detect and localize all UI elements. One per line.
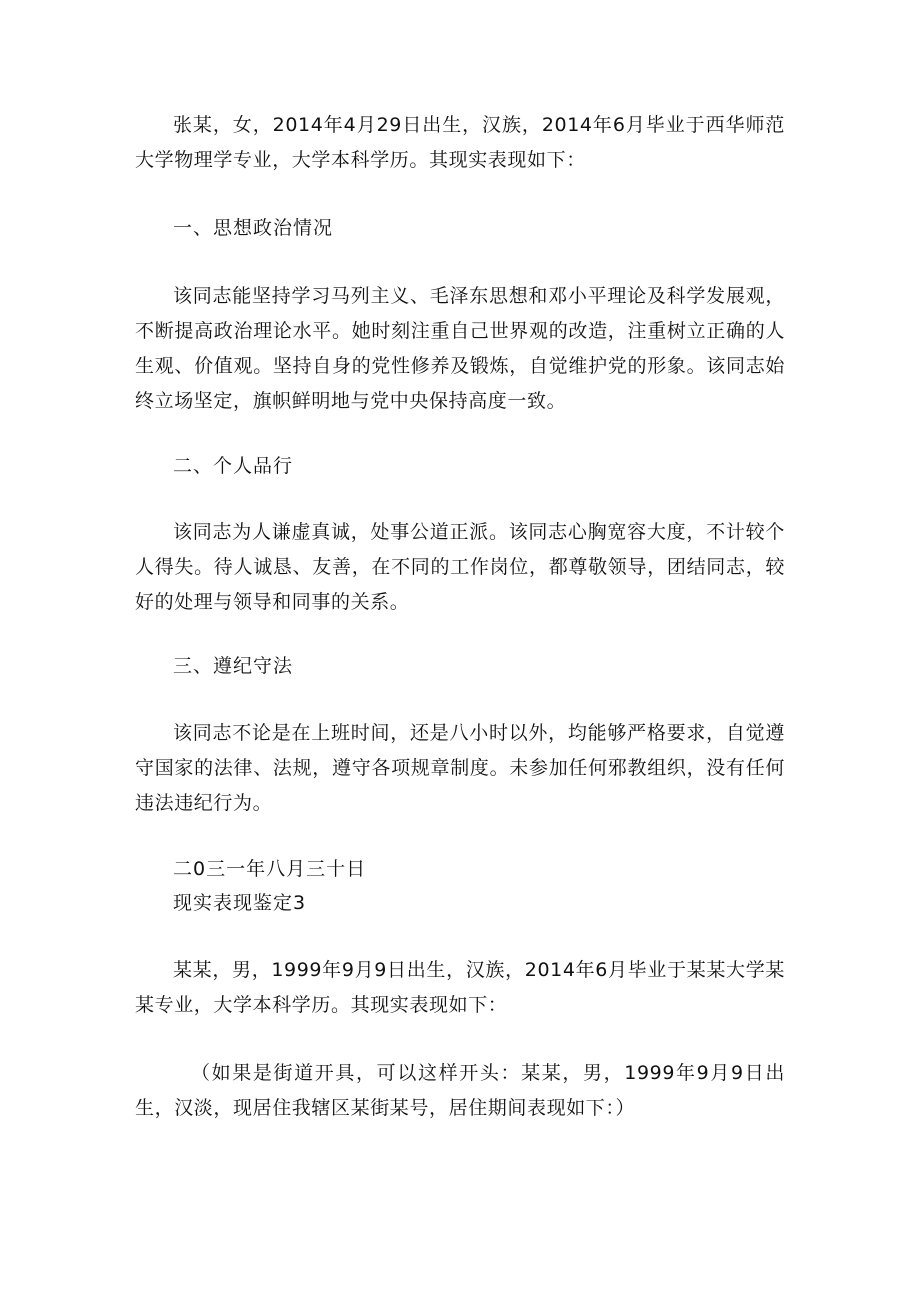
section-body-conduct: 该同志为人谦虚真诚，处事公道正派。该同志心胸宽容大度，不计较个人得失。待人诚恳、友善，在不同的工作岗位，都尊敬领导，团结同志，较好的处理与领导和同事的关系。: [135, 521, 785, 613]
intro-paragraph-2: 某某，男，1999年9月9日出生，汉族，2014年6月毕业于某某大学某某专业，大学本科学历。其现实表现如下：: [135, 959, 785, 1016]
section-heading-conduct: 二、个人品行: [173, 455, 294, 477]
document-date: 二0三一年八月三十日: [173, 858, 367, 880]
section-body-law: 该同志不论是在上班时间，还是八小时以外，均能够严格要求，自觉遵守国家的法律、法规，遵守各项规章制度。未参加任何邪教组织，没有任何违法违纪行为。: [135, 722, 785, 814]
street-office-note: （如果是街道开具，可以这样开头：某某，男，1999年9月9日出生，汉淡，现居住我辖区某街某号，居住期间表现如下：）: [135, 1062, 785, 1119]
section-heading-political: 一、思想政治情况: [173, 217, 334, 239]
next-document-title: 现实表现鉴定3: [173, 892, 307, 914]
section-body-political: 该同志能坚持学习马列主义、毛泽东思想和邓小平理论及科学发展观，不断提高政治理论水平。她时刻注重自己世界观的改造，注重树立正确的人生观、价值观。坚持自身的党性修养及锻炼，自觉维护党的形象。该同志始终立场坚定，旗帜鲜明地与党中央保持高度一致。: [135, 285, 785, 412]
section-heading-law: 三、遵纪守法: [173, 655, 294, 677]
intro-paragraph: 张某，女，2014年4月29日出生，汉族，2014年6月毕业于西华师范大学物理学专业，大学本科学历。其现实表现如下：: [135, 114, 785, 171]
